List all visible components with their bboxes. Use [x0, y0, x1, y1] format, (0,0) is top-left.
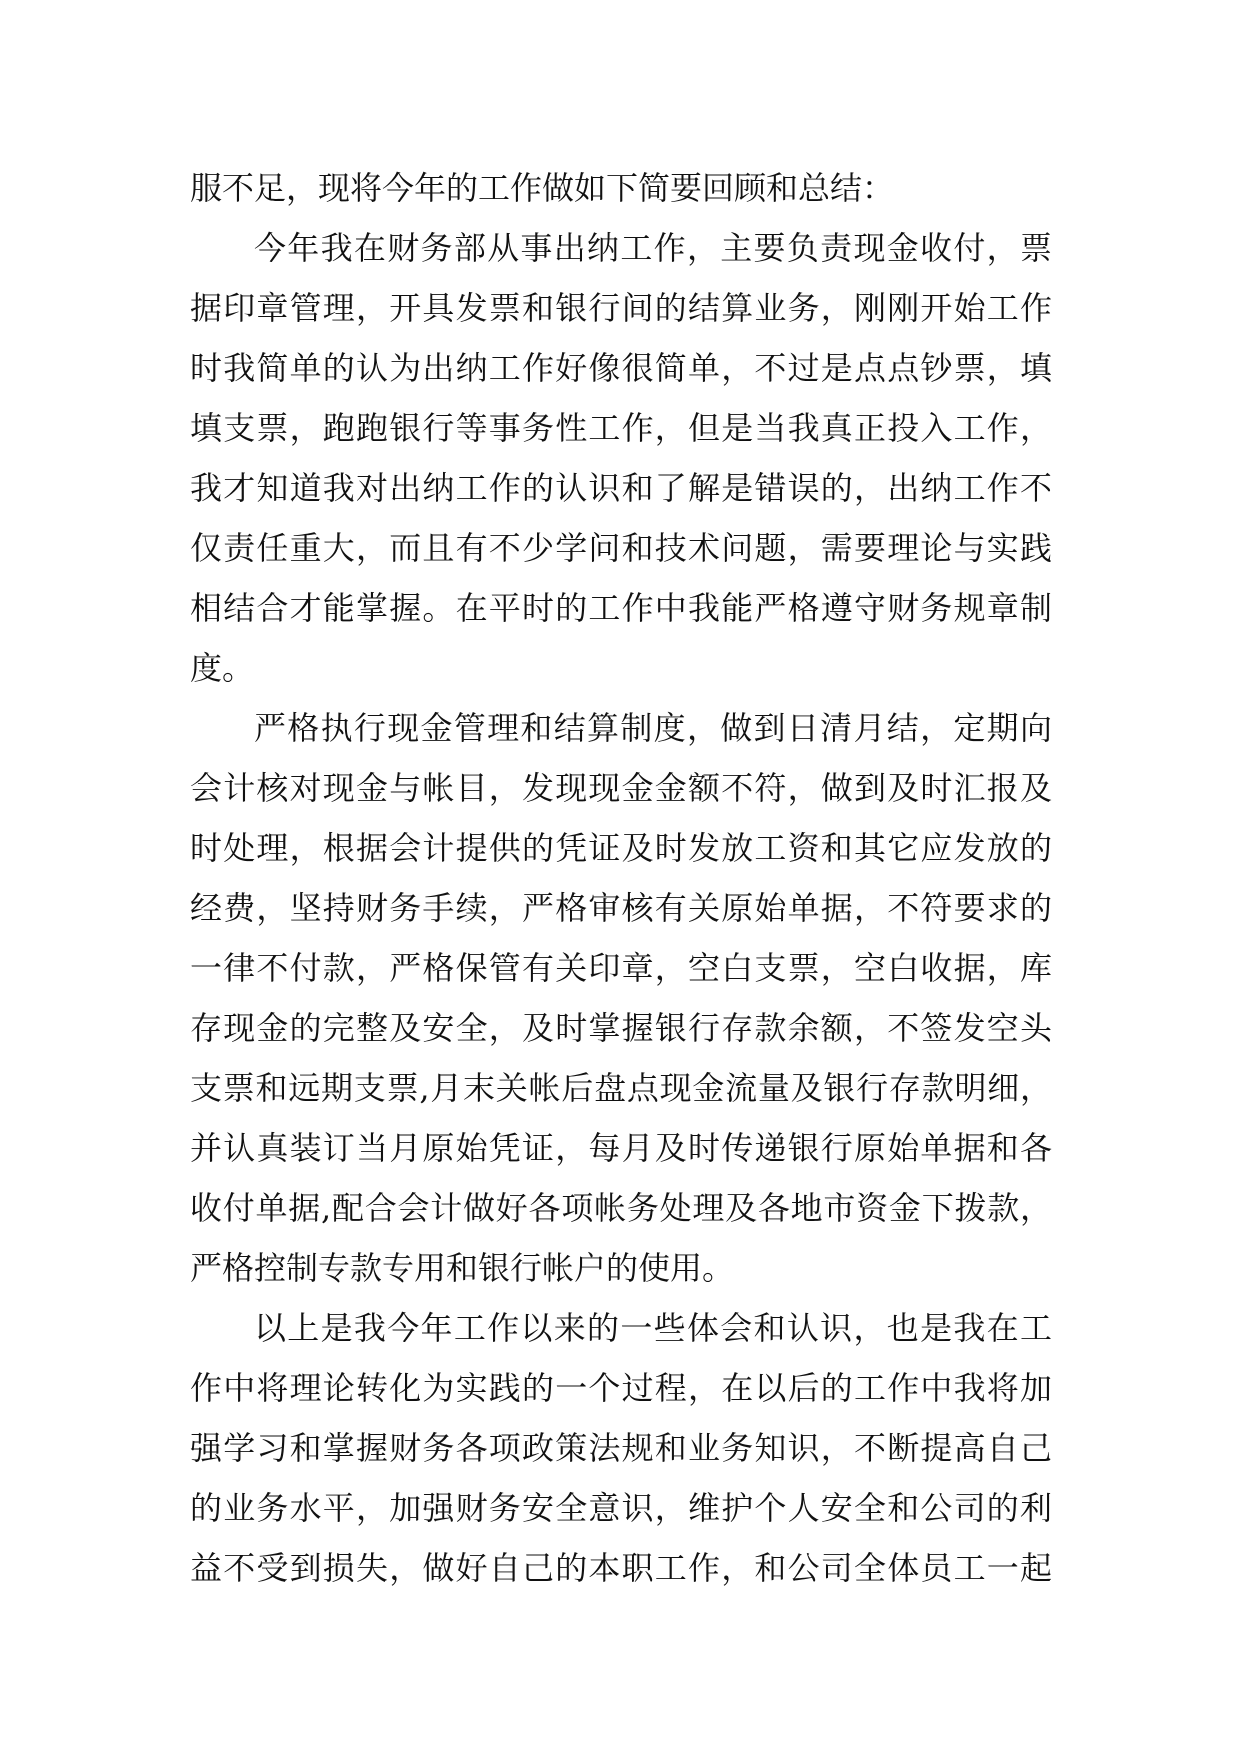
paragraph-2 [190, 218, 1052, 698]
paragraph-1 [190, 158, 1052, 218]
text-line: 一律不付款，严格保管有关印章，空白支票，空白收据，库 [190, 949, 1052, 987]
text-line: 存现金的完整及安全，及时掌握银行存款余额，不签发空头 [190, 1009, 1052, 1047]
text-line: 时处理，根据会计提供的凭证及时发放工资和其它应发放的 [190, 829, 1052, 867]
text-line: 收付单据,配合会计做好各项帐务处理及各地市资金下拨款， [190, 1189, 1052, 1227]
text-line: 度。 [190, 649, 255, 687]
text-line: 并认真装订当月原始凭证，每月及时传递银行原始单据和各 [190, 1129, 1052, 1167]
document-body [190, 158, 1052, 1598]
text-line: 严格执行现金管理和结算制度，做到日清月结，定期向 [254, 709, 1052, 747]
text-line: 仅责任重大，而且有不少学问和技术问题，需要理论与实践 [190, 529, 1052, 567]
text-line: 时我简单的认为出纳工作好像很简单，不过是点点钞票，填 [190, 349, 1052, 387]
text-line: 据印章管理，开具发票和银行间的结算业务，刚刚开始工作 [190, 289, 1052, 327]
text-line: 以上是我今年工作以来的一些体会和认识，也是我在工 [254, 1309, 1052, 1347]
text-line: 我才知道我对出纳工作的认识和了解是错误的，出纳工作不 [190, 469, 1052, 507]
text-line: 支票和远期支票,月末关帐后盘点现金流量及银行存款明细， [190, 1069, 1052, 1107]
text-line: 严格控制专款专用和银行帐户的使用。 [190, 1249, 735, 1287]
text-line: 的业务水平，加强财务安全意识，维护个人安全和公司的利 [190, 1489, 1052, 1527]
text-line: 服不足，现将今年的工作做如下简要回顾和总结： [190, 169, 895, 207]
text-line: 相结合才能掌握。在平时的工作中我能严格遵守财务规章制 [190, 589, 1052, 627]
text-line: 填支票，跑跑银行等事务性工作，但是当我真正投入工作， [190, 409, 1052, 447]
text-line: 经费，坚持财务手续，严格审核有关原始单据，不符要求的 [190, 889, 1052, 927]
text-line: 益不受到损失，做好自己的本职工作，和公司全体员工一起 [190, 1549, 1052, 1587]
text-line: 会计核对现金与帐目，发现现金金额不符，做到及时汇报及 [190, 769, 1052, 807]
text-line: 今年我在财务部从事出纳工作，主要负责现金收付，票 [254, 229, 1052, 267]
text-line: 强学习和掌握财务各项政策法规和业务知识，不断提高自己 [190, 1429, 1052, 1467]
paragraph-4 [190, 1298, 1052, 1598]
text-line: 作中将理论转化为实践的一个过程，在以后的工作中我将加 [190, 1369, 1052, 1407]
paragraph-3 [190, 698, 1052, 1298]
